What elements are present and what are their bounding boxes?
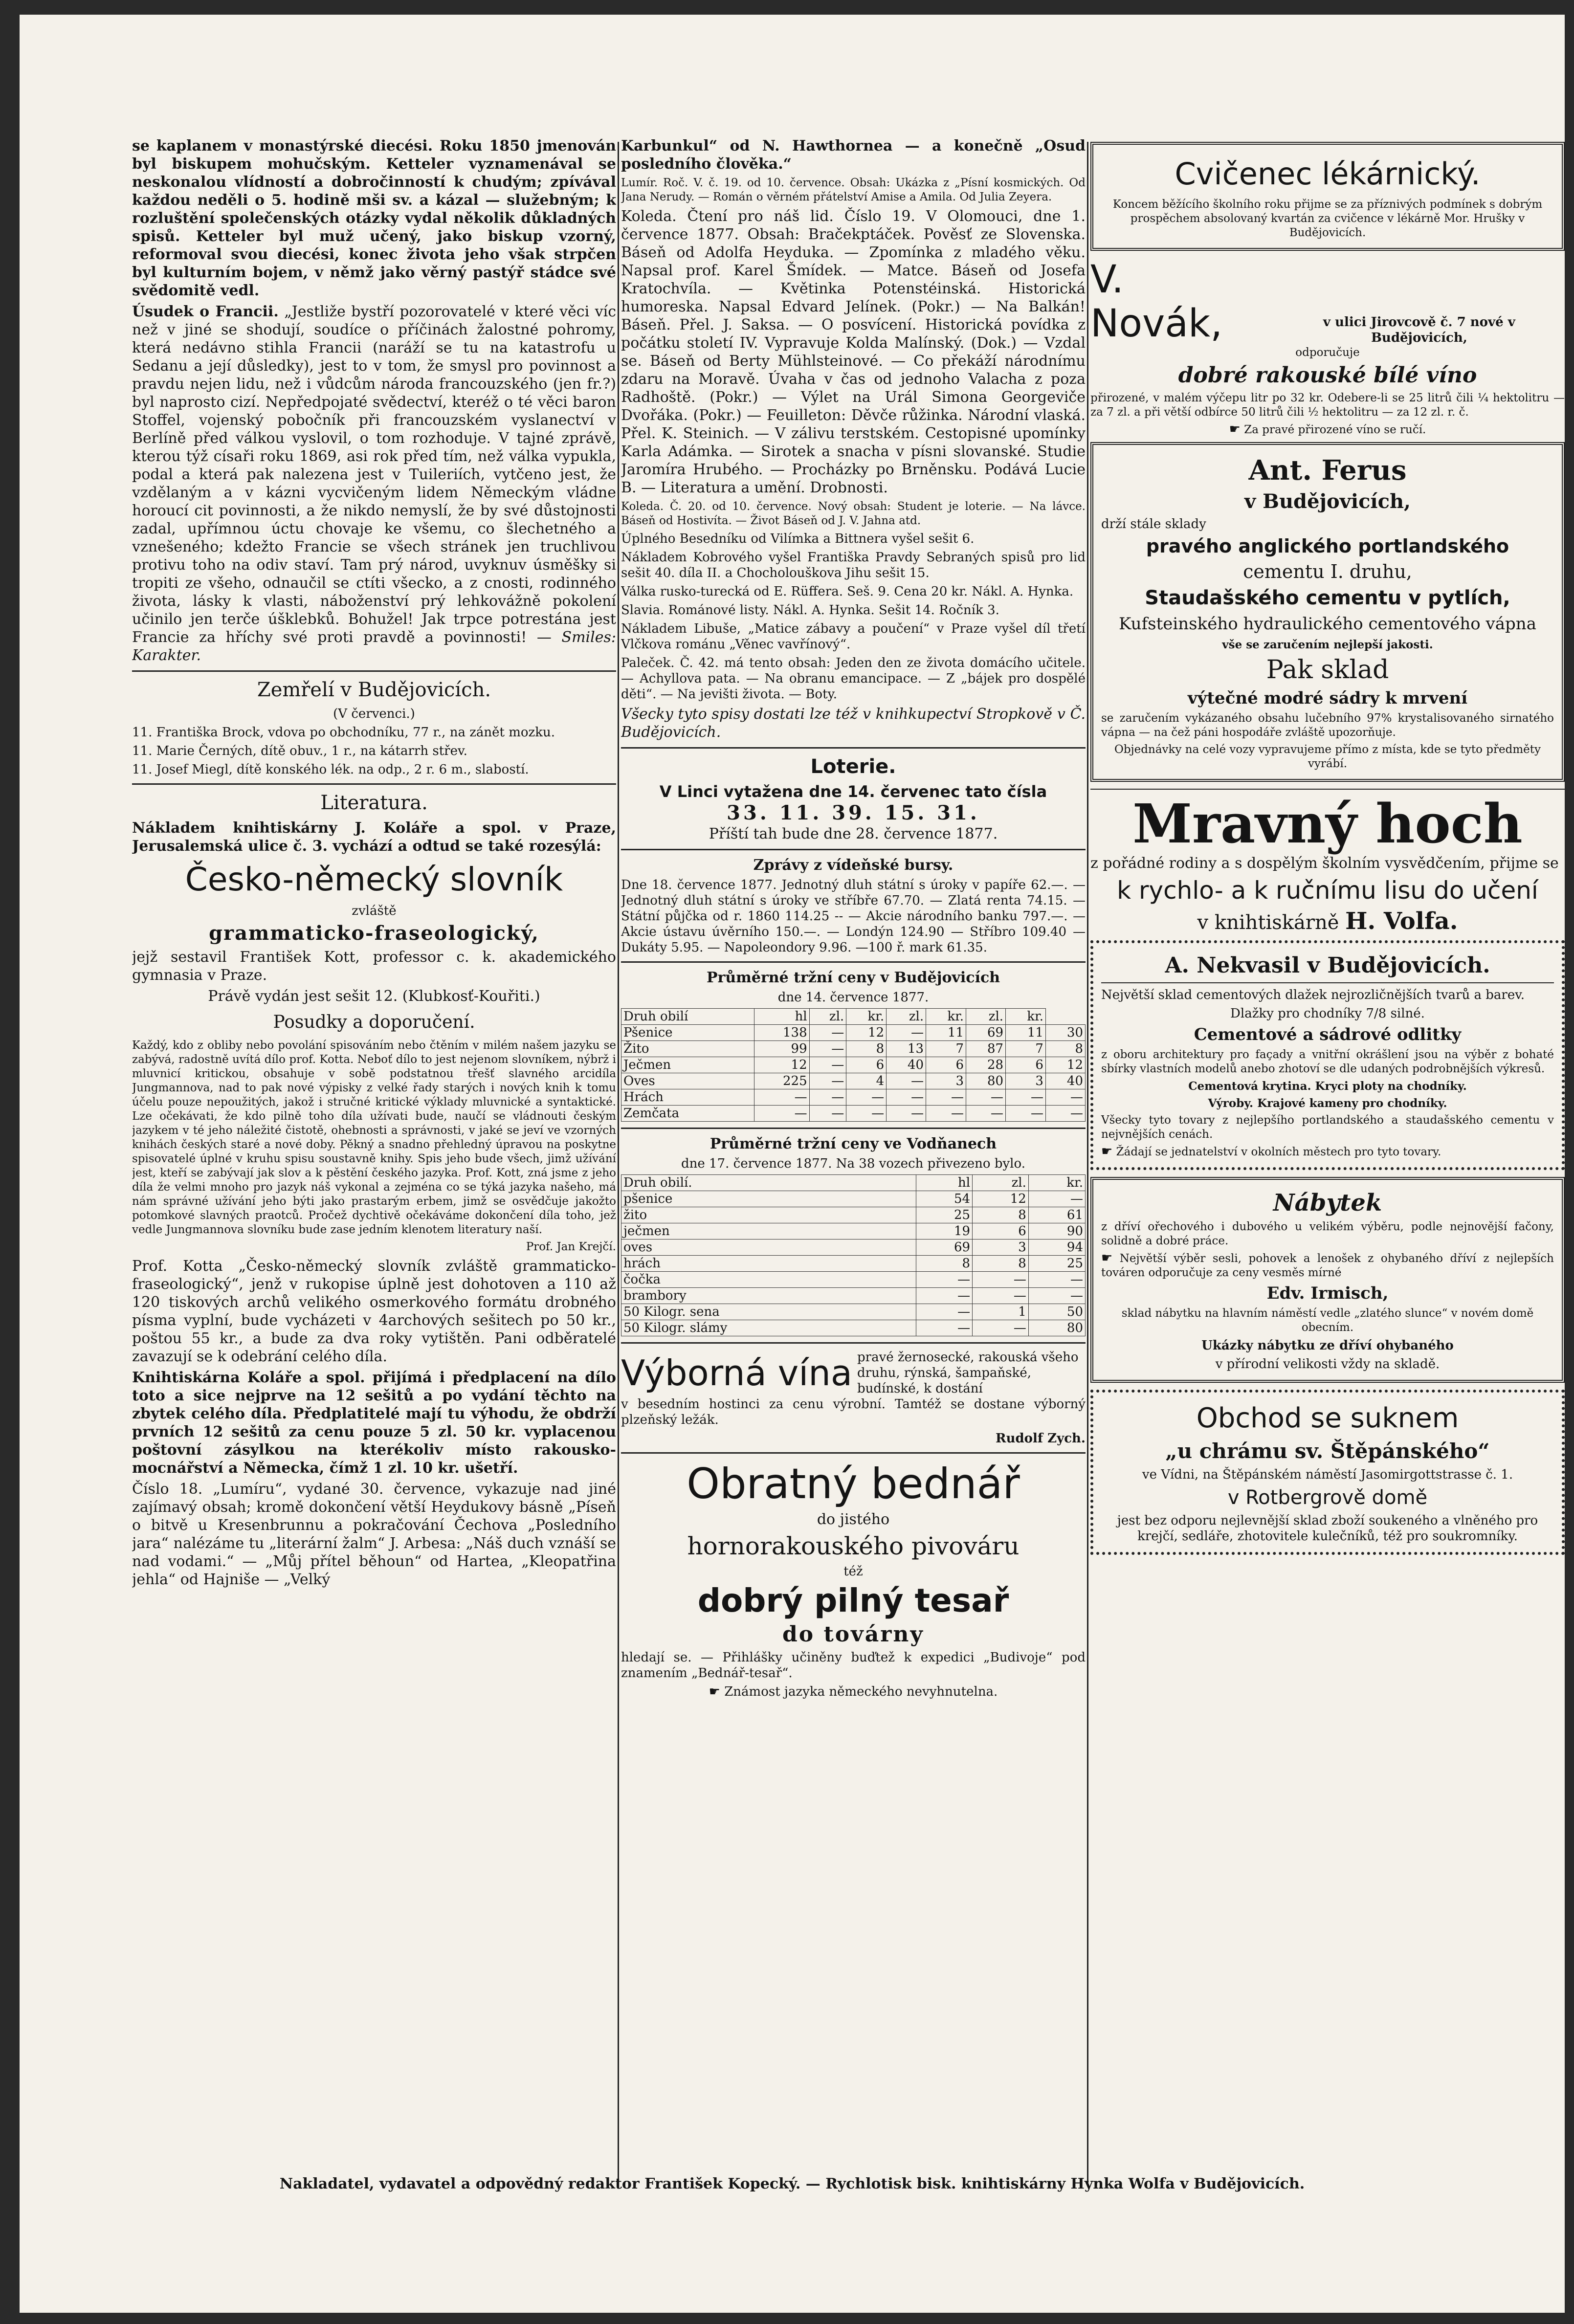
table-cell: 40 [887,1057,926,1073]
table-row [621,1073,1086,1089]
table-cell: 225 [754,1073,809,1089]
table-row [621,1320,1086,1336]
bednar-tez: též [843,1564,863,1579]
ferus-city: v Budějovicích, [1244,490,1411,513]
table-cell: — [1028,1272,1085,1288]
vsechny-text: Všecky tyto spisy dostati lze též v knihkupectví Stropkově v Č. Budějovicích. [621,706,1086,741]
table-cell: — [809,1106,846,1122]
ceny-bud-title: Průměrné tržní ceny v Budějovicích [706,969,1000,986]
bednar-note [621,1684,1086,1700]
ceny-vod-title: Průměrné tržní ceny ve Vodňanech [709,1135,997,1152]
slavia-text: Slavia. Románové listy. Nákl. A. Hynka. Sešit 14. Ročník 3. [621,603,999,618]
table-cell: 90 [1028,1223,1085,1239]
table-cell: — [809,1057,846,1073]
table-cell: 6 [846,1057,887,1073]
bednar-do: do jistého [817,1511,890,1528]
table-cell: 12 [973,1191,1029,1207]
bursy-title: Zprávy z vídeňské bursy. [753,857,953,874]
sukno-vieden: ve Vídni, na Štěpánském náměstí Jasomirgottstrasse č. 1. [1142,1467,1513,1482]
nekvasil-text: z oboru architektury pro façady a vnitřní okrášlení jsou na výběr z bohaté sbírky vlastních modelů anebo zhotoví se dle udaných podrobnějších výkresů. [1101,1048,1554,1075]
knihtiskarna-text: Knihtiskárna Koláře a spol. přijímá i předplacení na dílo toto a sice nejprve na 12 sešitů a po vydání těchto na zbytek celého díla. Předplatitelé mají tu výhodu, že obdrží prvních 12 sešitů za cenu pouze 5 zl. 50 kr. vyplacenou poštovní zásylkou na kterékoliv místo rakousko-mocnářství a Německa, čímž 1 zl. 10 kr. ušetří. [132,1369,616,1477]
koleda-text: Koleda. Čtení pro náš lid. Číslo 19. V Olomouci, dne 1. července 1877. Obsah: Bračekptáček. Pověsť ze Slovenska. Báseň od Adolfa Heyduka. — Zpomínka z mladého věku. Napsal prof. Karel Šmídek. — Matce. Báseň od Josefa Kratochvíla. — Květinka Potenstéinská. Historická humoreska. Napsal Edvard Jelínek. (Pokr.) — Na Balkán! Báseň. Přel. J. Saksa. — O posvícení. Historická povídka z počátku století IV. Vypravuje Kolda Malínský. (Dok.) — Vzdal se. Báseň od Berty Mühlsteinové. — Co překáží národnímu zdaru na Moravě. Úvaha v čas od jednoho Valacha z poza Radhoště. (Pokr.) — Výlet na Urál Simona Georgeviče Dvořáka. (Pokr.) — Feuilleton: Děvče růžinka. Národní vlaská. Přel. K. Steinich. — V zálivu terstském. Cestopisné upomínky Karla Adámka. — Sirotek a snacha v písni slovanské. Studie Jaromíra Hrubého. — Procházky po Brněnsku. Podává Lucie B. — Literatura a umění. Drobnosti. [621,208,1086,496]
table-header: zl. [887,1009,926,1025]
ferus-p5: vše se zaručením nejlepší jakosti. [1222,638,1433,651]
hoch-title: Mravný hoch [1132,792,1523,855]
table-cell: — [846,1089,887,1106]
table-cell: žito [621,1207,916,1223]
table-header: hl [754,1009,809,1025]
table-cell: 8 [916,1256,973,1272]
usudek-title: Úsudek o Francii. [132,303,279,320]
table-cell: — [966,1089,1006,1106]
table-cell: 8 [973,1207,1029,1223]
slovnik-vydan: Právě vydán jest sešit 12. (Klubkosť-Kouřiti.) [208,988,540,1005]
table-cell: 25 [1028,1256,1085,1272]
table-cell: 6 [926,1057,966,1073]
table-row [621,1272,1086,1288]
table-cell: 28 [966,1057,1006,1073]
bednar-text: hledají se. — Přihlášky učiněny buďtež k expedici „Budivoje“ pod znamením „Bednář-tesař“. [621,1650,1086,1681]
table-cell: 87 [966,1041,1006,1057]
vyborna-title: Výborná vína [621,1352,853,1394]
divider [132,670,616,672]
table-header: Druh obilí. [621,1175,916,1191]
bednar-title: Obratný bednář [687,1460,1020,1508]
ceny-vod-body [621,1191,1086,1336]
table-cell: 7 [1006,1041,1046,1057]
table-cell: pšenice [621,1191,916,1207]
ceny-vod-date: dne 17. července 1877. Na 38 vozech přivezeno bylo. [681,1156,1025,1171]
cvicenec-title: Cvičenec lékárnický. [1175,156,1481,192]
hoch-v: v knihtiskárně [1197,911,1339,934]
nabytek-zidle [1101,1251,1554,1280]
posudky-title: Posudky a doporučení. [273,1012,475,1032]
table-cell: 19 [916,1223,973,1239]
table-cell: 1 [973,1304,1029,1320]
table-cell: 61 [1028,1207,1085,1223]
novak-vino: dobré rakouské bílé víno [1178,363,1477,388]
ferus-p1: pravého anglického portlandského [1146,535,1509,557]
column-3 [1090,137,1565,1562]
table-cell: Žito [621,1041,754,1057]
table-cell: čočka [621,1272,916,1288]
slovnik-author: jejž sestavil František Kott, professor c. k. akademického gymnasia v Praze. [132,949,616,984]
usudek-text: „Jestliže bystří pozorovatelé v které věci víc než v jiné se shodují, soudíce o příčinách žalostné pohromy, která nedávno stihla Francii (naráží se tu na katastrofu u Sedanu a její důsledky), jest to v tom, že smysl pro povinnost a pravdu nejen lidu, než i vůdcům národa francouzského (jen fr.?) byl naprosto cizí. Nepředpojaté svědectví, kteréž o té věci baron Stoffel, vojenský pobočník při francouzském vyslanectví v Berlíně před válkou vyslovil, o tom rozhoduje. V tajné zprávě, kterou týž císaři roku 1869, asi rok před tím, než válka vypukla, podal a která pak nalezena jest v Tuileriích, vytčeno jest, že vzdělaným a v kázni vycvičeným lidem Německým vládne horoucí cit povinnosti, a že nikdo nemyslí, že by své důstojnosti zadal, upřímnou úctu chovaje ke všemu, co šlechetného a vznešeného; kdežto Francie se všech stránek jen truchlivou protivu toho na odiv staví. Tam prý národ, uvyknuv úsměšky si tropiti ze všeho, odnaučil se ctíti všecko, a z cnosti, rodinného života, lásky k vlasti, náboženství prý lehkovážně pokolení učinilo jen terče úšklebků. Bohužel! Jak trpce potrestána jest Francie za hříchy své proti pravdě a povinnosti! — [132,303,616,646]
nabytek-ukazky: Ukázky nábytku ze dříví ohybaného [1201,1338,1454,1353]
table-header: kr. [926,1009,966,1025]
table-cell: 7 [926,1041,966,1057]
table-cell: — [887,1073,926,1089]
table-cell: — [846,1106,887,1122]
column-rule [618,142,619,2186]
table-cell: Zemčata [621,1106,754,1122]
ferus-name: Ant. Ferus [1248,454,1407,487]
table-cell: — [809,1089,846,1106]
ferus-obj: Objednávky na celé vozy vypravujeme přímo z místa, kde se tyto předměty vyrábí. [1114,743,1541,770]
zemreli-item: 11. Marie Černých, dítě obuv., 1 r., na kátarrh střev. [132,744,467,758]
table-cell: 69 [916,1239,973,1256]
ceny-bud-table [621,1008,1086,1122]
nabytek-text: z dříví ořechového i dubového u velikém výběru, podle nejnovější fačony, solidně a dobré práce. [1101,1220,1554,1247]
nekvasil-vse: Všecky tyto tovary z nejlepšího portlandského a staudašského cementu v nejvnějších cenách. [1101,1114,1554,1141]
table-header: Druh obilí [621,1009,754,1025]
ceny-vod-table [621,1174,1086,1336]
novak-name: V. Novák, [1090,258,1222,346]
pointing-hand-icon: ☛ [1101,1251,1113,1265]
table-cell: — [973,1288,1029,1304]
table-cell: 138 [754,1025,809,1041]
table-cell: — [916,1304,973,1320]
table-cell: 99 [754,1041,809,1057]
table-row [621,1304,1086,1320]
table-cell: 50 Kilogr. sena [621,1304,916,1320]
divider [132,783,616,785]
pointing-hand-icon: ☛ [1101,1144,1113,1159]
ferus-p4: Kufsteinského hydraulického cementového vápna [1119,614,1536,634]
bednar-tovarny: do továrny [782,1622,924,1647]
table-cell: 80 [966,1073,1006,1089]
table-cell: 6 [973,1223,1029,1239]
novak-note [1090,422,1565,437]
table-cell: 50 Kilogr. slámy [621,1320,916,1336]
koleda20-text: Koleda. Č. 20. od 10. července. Nový obsah: Student je loterie. — Na lávce. Báseň od Hostivíta. — Život Báseň od J. V. Jahna atd. [621,500,1086,527]
cvicenec-text: Koncem běžícího školního roku přijme se za příznivých podmínek s dobrým prospěchem absolovaný kvartán za cvičence v lékárně Mor. Hrušky v Budějovicích. [1112,198,1543,239]
palecek-text: Paleček. Č. 42. má tento obsah: Jeden den ze života domácího učitele. — Achyllova pata. — Na obranu emancipace. — Z „bájek pro dospělé děti“. — Na jevišti života. — Boty. [621,656,1086,702]
table-cell: 25 [916,1207,973,1223]
lumir-text: Číslo 18. „Lumíru“, vydané 30. července, vykazuje nad jiné zajímavý obsah; kromě dokončení větší Heydukovy básně „Píseň o bitvě u Kresenbrunnu a pokračování Čechova „Posledního jara“ nalézáme tu „literární žalm“ J. Arbesa: „Náš duch vznáší se nad vodami.“ — „Můj přítel běhoun“ od Hartea, „Kleopatřina jehla“ od Hajniše — „Velký [132,1481,616,1588]
table-cell: 40 [1045,1073,1085,1089]
divider [1090,789,1565,790]
nabytek-sklad: sklad nábytku na hlavním náměstí vedle „zlatého slunce“ v novém domě obecním. [1121,1307,1534,1334]
slovnik-gram: grammaticko-fraseologický, [209,922,539,945]
table-cell: Ječmen [621,1057,754,1073]
table-cell: ječmen [621,1223,916,1239]
table-cell: 50 [1028,1304,1085,1320]
table-cell: — [809,1073,846,1089]
table-row [621,1025,1086,1041]
divider [621,747,1086,749]
table-row [621,1089,1086,1106]
table-cell: — [754,1106,809,1122]
zemreli-title: Zemřelí v Budějovicích. [257,679,491,701]
loterie-text: V Linci vytažena dne 14. červenec tato čísla [659,782,1047,801]
table-cell: — [916,1288,973,1304]
table-cell: Hrách [621,1089,754,1106]
nekvasil-zadaji [1101,1145,1554,1159]
hoch-text: z pořádné rodiny a s dospělým školním vysvědčením, přijme se [1090,855,1559,872]
table-header: kr. [846,1009,887,1025]
table-cell: — [887,1089,926,1106]
literatura-title: Literatura. [320,792,428,814]
table-cell: oves [621,1239,916,1256]
vyborna-hostinec: v besedním hostinci za cenu výrobní. Tamtéž se dostane výborný plzeňský ležák. [621,1397,1086,1427]
ketteler-text: se kaplanem v monastýrské diecési. Roku 1850 jmenován byl biskupem mohučským. Ketteler vyznamenával se neskonalou vlídností a dobročinností k chudým; zpívával každou neděli o 5. hodině mši sv. a kázal — služebným; k rozluštění společenských otázky vydal několik důkladných spisů. Ketteler byl muž učený, jako biskup vzorný, reformoval svou diecési, konec života jeho však strpčen byl kulturním bojem, v němž jako věrný pastýř stádce své svědomitě vedl. [132,137,616,299]
sukno-text: jest bez odporu nejlevnější sklad zboží soukeného a vlněného pro krejčí, sedláře, zhotovitele kulečníků, též pro soukromníky. [1117,1513,1538,1544]
table-cell: 11 [1006,1025,1046,1041]
novak-ad [1090,258,1565,437]
divider [621,1342,1086,1344]
table-cell: hrách [621,1256,916,1272]
table-cell: — [1045,1089,1085,1106]
hoch-rychlo: k rychlo- a k ručnímu lisu do učení [1117,876,1538,905]
table-cell: — [887,1106,926,1122]
table-header: zl. [809,1009,846,1025]
table-row [621,1191,1086,1207]
column-2 [621,137,1086,1703]
table-cell: 12 [754,1057,809,1073]
slovnik-zvlaste: zvláště [352,904,397,918]
table-cell: Oves [621,1073,754,1089]
nekvasil-title: A. Nekvasil v Budějovicích. [1165,953,1490,978]
table-row [621,1106,1086,1122]
nabytek-velikost: v přírodní velikosti vždy na skladě. [1215,1357,1440,1372]
table-header-row [621,1009,1086,1025]
nekvasil-sklad: Největší sklad cementových dlažek nejrozličnějších tvarů a barev. [1101,988,1525,1002]
table-cell: — [916,1272,973,1288]
pointing-hand-icon: ☛ [1229,422,1241,437]
ferus-text: se zaručením vykázaného obsahu lučebního 97% krystalisovaného sirnatého vápna — na čež páni hospodáře zvláště upozorňuje. [1101,712,1554,739]
table-cell: — [887,1025,926,1041]
ceny-bud-body [621,1025,1086,1122]
column-1 [132,137,616,1592]
table-row [621,1041,1086,1057]
table-cell: — [916,1320,973,1336]
slovnik-title: Česko-německý slovník [185,861,563,898]
table-cell: 11 [926,1025,966,1041]
bednar-tesar: dobrý pilný tesař [697,1582,1009,1619]
nekvasil-vyrobky: Výroby. Krajové kameny pro chodníky. [1208,1097,1447,1110]
table-row [621,1239,1086,1256]
table-header: hl [916,1175,973,1191]
divider [1101,982,1554,983]
table-cell: — [1028,1288,1085,1304]
ferus-drzi: drží stále sklady [1101,517,1206,531]
table-row [621,1256,1086,1272]
newspaper-page [20,15,1565,2313]
loterie-title: Loterie. [810,755,896,778]
literatura-intro: Nákladem knihtiskárny J. Koláře a spol. v Praze, Jerusalemská ulice č. 3. vychází a odtud se také rozesýlá: [132,819,616,855]
libuse-text: Nákladem Libuše, „Matice zábavy a poučení“ v Praze vyšel díl třetí Vlčkova románu „Věnec vavřínový“. [621,621,1086,652]
sukno-rotberg: v Rotbergrově domě [1227,1486,1428,1509]
table-row [621,1207,1086,1223]
table-cell: Pšenice [621,1025,754,1041]
posudky-text: Každý, kdo z obliby nebo povolání spisováním nebo čtěním v milém našem jazyku se zabývá, radostně uvítá dílo prof. Kotta. Neboť dílo to jest nejenom slovníkem, nýbrž i mluvnicí kritickou, obsahuje v sobě podstatnou třešť slavného arcidíla Jungmannova, nad to pak nové výpisky z velké řady starých i nových knih k tomu účelu pouze nepoužitých, jakož i stručné kritické výklady mluvnické a syntaktické. Lze očekávati, že kdo pilně toho díla užívati bude, naučí se vládnouti českým jazykem v té jeho náležité čistotě, ohebnosti a správnosti, v jaké se jeví ve vzorných knihách českých staré a nové doby. Pěkný a snadno přehledný úpravou na poskytne spisovatelé úplné v kruhu spisu soustavně knihy. Spis jeho bude všech, jimž užívání jest, kteří se zabývají jak slov a k pěstění českého jazyka. Prof. Kott, zná jsme z jeho díla že velmi mnoho pro jazyk náš vykonal a zejména co se týká jazyka našeho, má nám správné užívání jeho býti jako prastarým erbem, jimž se osvědčuje jakožto potomkové slavných praotců. Pročež dychtivě očekáváme dokončení díla toho, jež vedle Jungmannova slovníku bude zase jedním klenotem literatury naší. [132,1039,616,1236]
table-cell: — [973,1320,1029,1336]
ferus-p3: Staudašského cementu v pytlích, [1145,587,1510,609]
table-cell: — [926,1106,966,1122]
table-cell: — [973,1272,1029,1288]
table-cell: 8 [973,1256,1029,1272]
novak-odp: odporučuje [1295,346,1360,359]
nekvasil-krytina: Cementová krytina. Kryci ploty na chodníky. [1188,1080,1467,1093]
table-cell: brambory [621,1288,916,1304]
table-cell: — [1045,1106,1085,1122]
novak-addr: v ulici Jirovcově č. 7 nové v Budějovicích, [1323,315,1515,345]
nabytek-title: Nábytek [1273,1189,1382,1217]
table-cell: — [809,1025,846,1041]
table-cell: 3 [926,1073,966,1089]
valka-text: Válka rusko-turecká od E. Rüffera. Seš. 9. Cena 20 kr. Nákl. A. Hynka. [621,584,1074,599]
ferus-pak: Pak sklad [1266,655,1389,685]
loterie-next: Příští tah bude dne 28. července 1877. [709,825,998,842]
sukno-ad [1090,1390,1565,1555]
table-header: kr. [1028,1175,1085,1191]
sukno-chram: „u chrámu sv. Štěpánského“ [1165,1439,1490,1463]
table-cell: — [1028,1191,1085,1207]
divider [621,1128,1086,1129]
novak-text: přirozené, v malém výčepu litr po 32 kr. Odebere-li se 25 litrů čili ¼ hektolitru — za 7 zl. a při větší odbírce 50 litrů čili ½ hektolitru — za 12 zl. r. č. [1090,392,1565,419]
nekvasil-zadaji-text: Žádají se jednatelství v okolních městech pro tyto tovary. [1116,1146,1441,1158]
table-cell: 3 [1006,1073,1046,1089]
hoch-firma: H. Volfa. [1345,907,1458,935]
zemreli-sub: (V červenci.) [333,707,415,721]
posudky-signature: Prof. Jan Krejčí. [526,1240,616,1253]
zemreli-item: 11. Josef Miegl, dítě konského lék. na odp., 2 r. 6 m., slabostí. [132,762,529,777]
table-cell: 30 [1045,1025,1085,1041]
bednar-pivovar: hornorakouského pivováru [687,1532,1020,1560]
sukno-title: Obchod se suknem [1196,1402,1459,1434]
table-cell: 54 [916,1191,973,1207]
pointing-hand-icon: ☛ [709,1684,720,1699]
divider [621,849,1086,850]
zemreli-item: 11. Františka Brock, vdova po obchodníku, 77 r., na zánět mozku. [132,725,555,740]
divider [621,961,1086,963]
table-header: zl. [973,1175,1029,1191]
table-cell: — [966,1106,1006,1122]
table-cell: — [1006,1089,1046,1106]
lumir-info: Lumír. Roč. V. č. 19. od 10. července. Obsah: Ukázka z „Písní kosmických. Od Jana Nerudy. — Román o věrném přátelství Amise a Amila. Od Julia Zeyera. [621,177,1086,203]
table-cell: — [754,1089,809,1106]
table-header-row [621,1175,1086,1191]
table-cell: 13 [887,1041,926,1057]
table-cell: 3 [973,1239,1029,1256]
table-cell: 4 [846,1073,887,1089]
vyborna-text: pravé žernosecké, rakouská všeho druhu, rýnská, šampaňské, budínské, k dostání [857,1350,1079,1396]
table-cell: 94 [1028,1239,1085,1256]
table-cell: 6 [1006,1057,1046,1073]
loterie-numbers: 33. 11. 39. 15. 31. [727,801,980,824]
footer-imprint: Nakladatel, vydavatel a odpovědný redaktor František Kopecký. — Rychlotisk bisk. knihtiskárny Hynka Wolfa v Budějovicích. [279,2175,1305,2192]
karbunkl-text: Karbunkul“ od N. Hawthornea — a konečně „Osud posledního člověka.“ [621,137,1086,173]
table-cell: 80 [1028,1320,1085,1336]
ferus-p2: cementu I. druhu, [1243,561,1412,582]
table-cell: 8 [846,1041,887,1057]
vyborna-vina-ad [621,1350,1086,1396]
nekvasil-dlazky: Dlažky pro chodníky 7/8 silné. [1230,1006,1425,1021]
divider [621,1452,1086,1454]
bednar-note-text: Známost jazyka německého nevyhnutelna. [724,1684,998,1699]
table-row [621,1288,1086,1304]
table-cell: 8 [1045,1041,1085,1057]
table-cell: 12 [1045,1057,1085,1073]
table-header: kr. [1006,1009,1046,1025]
bursy-text: Dne 18. července 1877. Jednotný dluh státní s úroky v papíře 62.—. — Jednotný dluh státní s úroky ve stříbře 67.70. — Zlatá renta 74.15. — Státní půjčka od r. 1860 114.25 -- — Akcie národního banku 797.—. — Akcie ústavu úvěrního 150.—. — Londýn 124.90 — Stříbro 109.40 — Dukáty 5.95. — Napoleondory 9.96. —100 ř. mark 61.35. [621,878,1086,955]
column-rule [1087,142,1088,2186]
nekvasil-odlitky: Cementové a sádrové odlitky [1194,1025,1462,1044]
table-cell: 12 [846,1025,887,1041]
nekvasil-ad [1090,940,1565,1170]
ferus-ad [1090,442,1565,782]
table-cell: — [809,1041,846,1057]
kott-text: Prof. Kotta „Česko-německý slovník zvláště grammaticko-fraseologický“, jenž v rukopise úplně jest dohotoven a 110 až 120 tiskových archů velikého osmerkového formátu drobného písma vyplní, bude vycházeti v 4archových sešitech po 50 kr., poštou 55 kr., a bude za dva roky vytištěn. Pani odběratelé zavazují se k odebrání celého díla. [132,1258,616,1365]
usudek-source: Smiles: Karakter. [132,629,616,664]
table-cell: — [926,1089,966,1106]
vyborna-signature: Rudolf Zych. [995,1431,1086,1446]
table-row [621,1057,1086,1073]
usudek-article [132,303,616,664]
besednik-text: Úplného Besedníku od Vilímka a Bittnera vyšel sešit 6. [621,531,975,546]
nabytek-name: Edv. Irmisch, [1266,1284,1389,1303]
cvicenec-ad [1090,142,1565,251]
table-header: zl. [966,1009,1006,1025]
table-cell: 69 [966,1025,1006,1041]
novak-note-text: Za pravé přirozené víno se ručí. [1244,423,1426,436]
nabytek-zidle-text: Největší výběr sesli, pohovek a lenošek z ohybaného dříví z nejlepších továren odporučuje za ceny vesměs mírné [1101,1252,1554,1279]
nabytek-ad [1090,1177,1565,1383]
table-cell: — [1006,1106,1046,1122]
table-row [621,1223,1086,1239]
ceny-bud-date: dne 14. července 1877. [777,990,929,1005]
ferus-sadry: výtečné modré sádry k mrvení [1187,688,1468,708]
hoch-line [1090,908,1565,935]
pravda-text: Nákladem Kobrového vyšel Františka Pravdy Sebraných spisů pro lid sešit 40. díla II. a Chocholouškova Jihu sešit 15. [621,550,1086,580]
